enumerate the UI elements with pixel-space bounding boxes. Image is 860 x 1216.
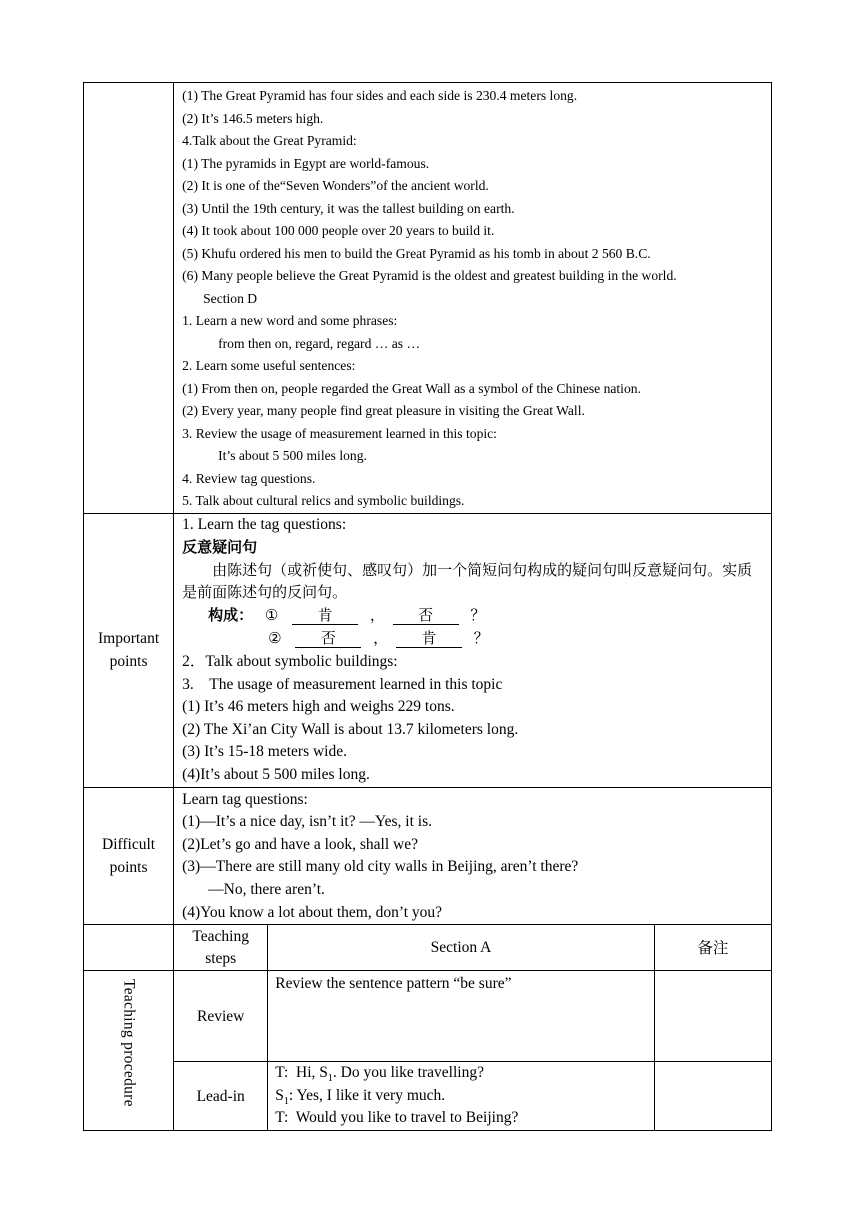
review-content: Review the sentence pattern “be sure” — [268, 971, 655, 1062]
formula-number: ② — [268, 631, 282, 648]
leadin-label: Lead-in — [174, 1062, 268, 1131]
section-heading: Section D — [203, 290, 258, 306]
content-line: 3. The usage of measurement learned in this topic — [182, 675, 503, 693]
tag-question-title: 反意疑问句 — [182, 538, 258, 557]
content-line: (1) The Great Pyramid has four sides and each side is 230.4 meters long. — [182, 88, 578, 103]
content-line: (3) It’s 15-18 meters wide. — [182, 743, 347, 761]
content-line: 5. Talk about cultural relics and symbolic buildings. — [182, 493, 465, 508]
leadin-content — [268, 1062, 655, 1131]
difficult-points-label: Difficult points — [84, 787, 174, 925]
content-line: (3)—There are still many old city walls in Beijing, aren’t there? — [182, 858, 579, 876]
teaching-procedure-label-cell — [84, 971, 174, 1131]
content-line: Learn tag questions: — [182, 790, 308, 808]
difficult-points-cell — [174, 787, 772, 925]
tag-question-definition: 由陈述句（或祈使句、感叹句）加一个简短问句构成的疑问句叫反意疑问句。实质是前面陈述句的反问句。 — [182, 560, 753, 602]
content-line: (1)—It’s a nice day, isn’t it? —Yes, it is. — [182, 813, 432, 831]
content-line: (4) It took about 100 000 people over 20 years to build it. — [182, 223, 495, 238]
leadin-notes — [654, 1062, 771, 1131]
teaching-steps-header: Teaching steps — [174, 925, 268, 971]
comma: ， — [373, 629, 389, 648]
formula-line-2 — [182, 627, 765, 651]
content-line: 1. Learn a new word and some phrases: — [182, 313, 398, 328]
dialogue-line — [275, 1062, 654, 1085]
review-notes — [654, 971, 771, 1062]
content-line: (2)Let’s go and have a look, shall we? — [182, 835, 418, 853]
steps-header-row — [84, 925, 772, 971]
notes-header: 备注 — [654, 925, 771, 971]
formula-label: 构成： — [208, 605, 254, 624]
dialogue-line — [275, 1085, 654, 1108]
important-points-cell — [174, 513, 772, 787]
content-line: (1) From then on, people regarded the Great Wall as a symbol of the Chinese nation. — [182, 380, 641, 396]
important-points-row — [84, 513, 772, 787]
content-line: (5) Khufu ordered his men to build the Great Pyramid as his tomb in about 2 560 B.C. — [182, 245, 651, 261]
content-line: 2．Talk about symbolic buildings: — [182, 653, 398, 671]
leadin-row — [84, 1062, 772, 1131]
content-row — [84, 83, 772, 514]
empty-label-cell — [84, 83, 174, 514]
dialogue-text: S — [275, 1086, 284, 1104]
content-line: (2) Every year, many people find great pleasure in visiting the Great Wall. — [182, 403, 585, 418]
blank-negative: 否 — [393, 606, 459, 625]
question-mark: ？ — [470, 605, 486, 624]
blank-affirmative: 肯 — [396, 629, 462, 648]
review-row — [84, 971, 772, 1062]
content-line: 3. Review the usage of measurement learned in this topic: — [182, 425, 497, 441]
comma: ， — [369, 605, 385, 624]
content-line: 2. Learn some useful sentences: — [182, 358, 356, 373]
important-points-label: Important points — [84, 513, 174, 787]
subscript: 1 — [283, 1095, 289, 1107]
content-line: (6) Many people believe the Great Pyramid is the oldest and greatest building in the world. — [182, 268, 677, 283]
content-line: (2) It is one of the“Seven Wonders”of the ancient world. — [182, 178, 489, 193]
dialogue-line: T: Would you like to travel to Beijing? — [275, 1109, 519, 1127]
content-line: (2) The Xi’an City Wall is about 13.7 kilometers long. — [182, 720, 519, 738]
content-line: (2) It’s 146.5 meters high. — [182, 110, 324, 126]
content-line: (1) It’s 46 meters high and weighs 229 tons. — [182, 698, 455, 716]
content-line: —No, there aren’t. — [208, 881, 325, 898]
blank-negative: 否 — [295, 629, 361, 648]
content-line: (4)You know a lot about them, don’t you? — [182, 903, 443, 921]
section-header: Section A — [268, 925, 655, 971]
difficult-points-row — [84, 787, 772, 925]
content-line: (1) The pyramids in Egypt are world-famous. — [182, 155, 430, 171]
question-mark: ？ — [473, 629, 489, 648]
review-label: Review — [174, 971, 268, 1062]
formula-line-1 — [182, 604, 765, 628]
lesson-plan-table — [83, 82, 772, 1131]
content-line: 1. Learn the tag questions: — [182, 515, 347, 533]
content-line: It’s about 5 500 miles long. — [218, 448, 367, 463]
formula-number: ① — [264, 607, 279, 624]
dialogue-text: . Do you like travelling? — [332, 1064, 484, 1082]
teaching-procedure-label: Teaching procedure — [120, 979, 138, 1108]
blank-affirmative: 肯 — [292, 606, 358, 625]
dialogue-text: : Yes, I like it very much. — [288, 1086, 446, 1104]
content-line: (4)It’s about 5 500 miles long. — [182, 766, 370, 784]
content-line: (3) Until the 19th century, it was the tallest building on earth. — [182, 200, 515, 216]
dialogue-text: T: Hi, S — [275, 1064, 328, 1082]
content-line: from then on, regard, regard … as … — [218, 335, 421, 351]
empty-header-cell — [84, 925, 174, 971]
content-cell — [174, 83, 772, 514]
subscript: 1 — [327, 1073, 333, 1085]
content-line: 4. Review tag questions. — [182, 470, 316, 486]
content-line: 4.Talk about the Great Pyramid: — [182, 133, 357, 148]
